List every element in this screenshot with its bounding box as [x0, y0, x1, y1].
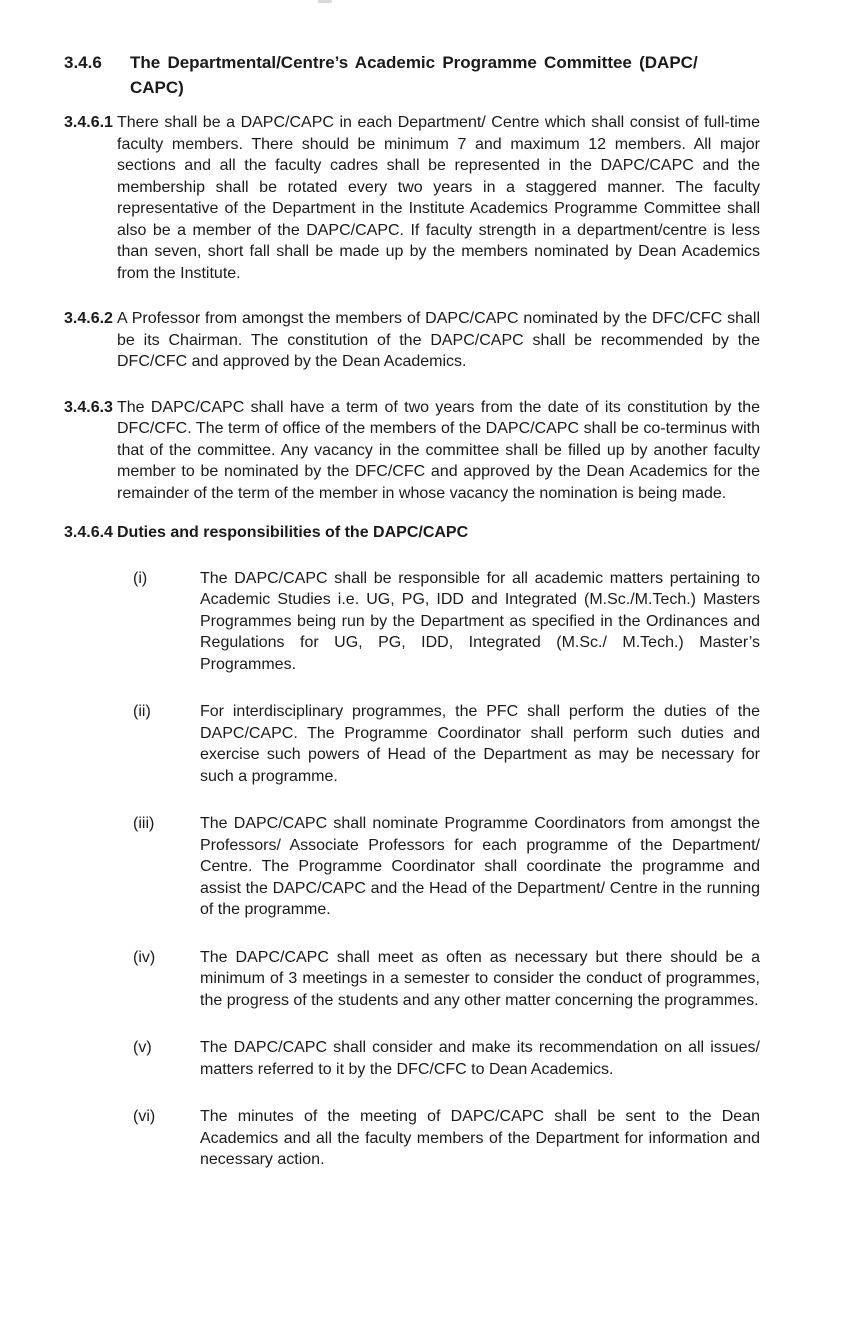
duty-marker: (iii) [133, 815, 155, 832]
duty-text: The DAPC/CAPC shall nominate Programme Coordinators from amongst the Professors/ Associate Professors for each programme of the Department/ Centre. The Programme Coordinator shall coordinate the programme and assist the DAPC/CAPC and the Head of the Department/ Centre in the running of the programme. [200, 815, 760, 918]
subsection-title: Duties and responsibilities of the DAPC/CAPC [117, 524, 469, 541]
duty-item-iv [133, 947, 760, 1012]
section-title-line1: The Departmental/Centre’s Academic Programme Committee (DAPC/ [130, 53, 698, 72]
paragraph-3-4-6-2 [64, 308, 760, 373]
duty-item-ii [133, 701, 760, 787]
duty-marker: (ii) [133, 703, 151, 720]
paragraph-number: 3.4.6.3 [64, 398, 113, 416]
duty-text: The DAPC/CAPC shall consider and make its recommendation on all issues/ matters referred to it by the DFC/CFC to Dean Academics. [200, 1039, 760, 1078]
section-title-line2: CAPC) [130, 78, 184, 97]
section-heading [64, 50, 760, 100]
paragraph-3-4-6-3 [64, 397, 760, 505]
duty-item-i [133, 568, 760, 676]
duty-text: The DAPC/CAPC shall meet as often as necessary but there should be a minimum of 3 meetings in a semester to consider the conduct of programmes, the progress of the students and any other matter concerning the programmes. [200, 948, 760, 1009]
duty-marker: (vi) [133, 1108, 156, 1125]
duty-item-v [133, 1037, 760, 1080]
paragraph-number: 3.4.6.2 [64, 310, 113, 327]
subsection-heading [64, 522, 760, 544]
paragraph-text: The DAPC/CAPC shall have a term of two years from the date of its constitution by the DFC/CFC. The term of office of the members of the DAPC/CAPC shall be co-terminus with that of the committee. Any vacancy in the committee shall be filled up by another faculty member to be nominated by the DFC/CFC and approved by the Dean Academics for the remainder of the term of the member in whose vacancy the nomination is being made. [117, 398, 760, 502]
duty-marker: (iv) [133, 948, 156, 966]
paragraph-text: There shall be a DAPC/CAPC in each Department/ Centre which shall consist of full-time faculty members. There should be minimum 7 and maximum 12 members. All major sections and all the faculty cadres shall be represented in the DAPC/CAPC and the membership shall be rotated every two years in a staggered manner. The faculty representative of the Department in the Institute Academics Programme Committee shall also be a member of the DAPC/CAPC. If faculty strength in a department/centre is less than seven, short fall shall be made up by the members nominated by Dean Academics from the Institute. [117, 114, 760, 282]
section-title [130, 50, 740, 100]
duty-text: The minutes of the meeting of DAPC/CAPC shall be sent to the Dean Academics and all the faculty members of the Department for information and necessary action. [200, 1108, 760, 1168]
paragraph-3-4-6-1 [64, 112, 760, 284]
duty-marker: (i) [133, 569, 148, 587]
duty-text: The DAPC/CAPC shall be responsible for all academic matters pertaining to Academic Studies i.e. UG, PG, IDD and Integrated (M.Sc./M.Tech.) Masters Programmes being run by the Department as specified in the Ordinances and Regulations for UG, PG, IDD, Integrated (M.Sc./ M.Tech.) Master’s Programmes. [200, 569, 760, 673]
duty-item-vi [133, 1106, 760, 1171]
duty-text: For interdisciplinary programmes, the PFC shall perform the duties of the DAPC/CAPC. The Programme Coordinator shall perform such duties and exercise such powers of Head of the Department as may be necessary for such a programme. [200, 703, 760, 785]
subsection-number: 3.4.6.4 [64, 524, 113, 541]
duty-marker: (v) [133, 1039, 152, 1056]
duty-item-iii [133, 813, 760, 921]
paragraph-text: A Professor from amongst the members of DAPC/CAPC nominated by the DFC/CFC shall be its Chairman. The constitution of the DAPC/CAPC shall be recommended by the DFC/CFC and approved by the Dean Academics. [117, 310, 760, 370]
section-number: 3.4.6 [64, 53, 102, 72]
paragraph-number: 3.4.6.1 [64, 114, 113, 131]
scan-artifact-mark [318, 0, 332, 3]
